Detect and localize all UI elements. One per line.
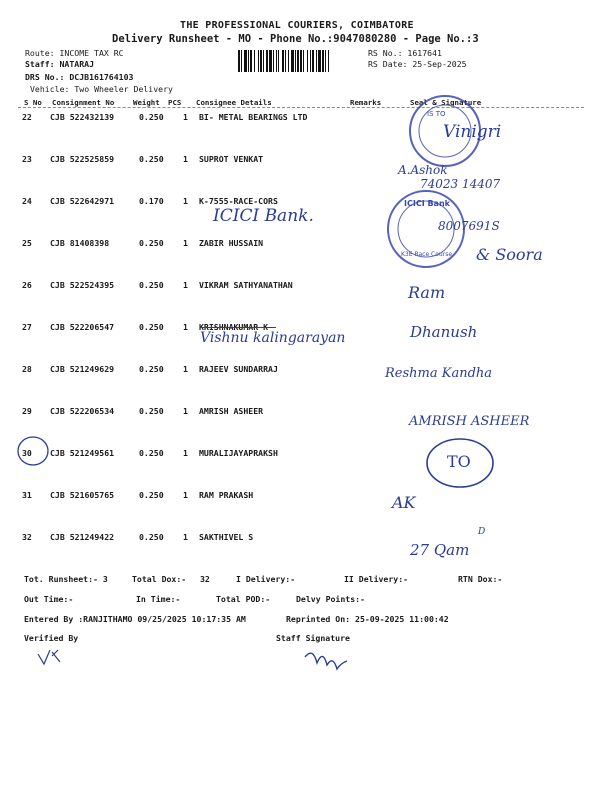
row-consignment: CJB 522432139 xyxy=(50,112,115,122)
hand-sig-r32 xyxy=(410,541,469,559)
hand-small-r32: D xyxy=(478,527,486,537)
row-sno: 22 xyxy=(22,112,32,122)
row-weight: 0.250 xyxy=(139,280,164,290)
row-consignee: KRISHNAKUMAR K xyxy=(199,322,269,332)
row-pcs: 1 xyxy=(183,196,188,206)
row-sno: 30 xyxy=(22,448,32,458)
col-weight: Weight xyxy=(133,98,160,107)
route-label: Route: INCOME TAX RC xyxy=(25,48,124,58)
company-title: THE PROFESSIONAL COURIERS, COIMBATORE xyxy=(180,20,414,31)
row-consignee: ZABIR HUSSAIN xyxy=(199,238,264,248)
total-dox-label: Total Dox:- xyxy=(132,574,187,584)
row-weight: 0.250 xyxy=(139,322,164,332)
hand-sig-r27: Dhanush xyxy=(410,323,478,341)
row-consignee: MURALIJAYAPRAKSH xyxy=(199,448,278,458)
hand-sig-r31 xyxy=(392,493,416,512)
stamp2-branch: K3E Race Course xyxy=(401,251,453,258)
hand-sig-r22: Vinigri xyxy=(443,122,502,142)
delvy-points: Delvy Points:- xyxy=(296,594,366,604)
hand-sig-r23: A.Ashok xyxy=(398,163,448,177)
row-weight: 0.250 xyxy=(139,112,164,122)
col-consignment: Consignment No xyxy=(52,98,115,107)
row-consignment: CJB 522642971 xyxy=(50,196,115,206)
row-consignment: CJB 521605765 xyxy=(50,490,115,500)
rs-date: RS Date: 25-Sep-2025 xyxy=(368,59,467,69)
row-pcs: 1 xyxy=(183,364,188,374)
runsheet-subtitle: Delivery Runsheet - MO - Phone No.:9047080280 - Page No.:3 xyxy=(112,33,479,45)
hand-sig-r28: Reshma Kandha xyxy=(385,366,493,381)
drs-number: DRS No.: DCJB161764103 xyxy=(25,72,134,82)
row-weight: 0.250 xyxy=(139,532,164,542)
row-sno: 32 xyxy=(22,532,32,542)
row-consignee: K-7555-RACE-CORS xyxy=(199,196,278,206)
staff-signature-label: Staff Signature xyxy=(276,633,350,643)
row-weight: 0.170 xyxy=(139,196,164,206)
row-sno: 23 xyxy=(22,154,32,164)
row-consignment: CJB 522206534 xyxy=(50,406,115,416)
rs-number: RS No.: 1617641 xyxy=(368,48,442,58)
row-consignment: CJB 522524395 xyxy=(50,280,115,290)
col-sno: S No xyxy=(24,98,42,107)
col-consignee: Consignee Details xyxy=(196,98,272,107)
vehicle-label: Vehicle: Two Wheeler Delivery xyxy=(30,84,173,94)
row-sno: 28 xyxy=(22,364,32,374)
entered-by: Entered By :RANJITHAMO 09/25/2025 10:17:35 AM xyxy=(24,614,246,624)
rtn-dox: RTN Dox:- xyxy=(458,574,503,584)
row-consignee: AMRISH ASHEER xyxy=(199,406,264,416)
hand-sig-r31-text: AK xyxy=(392,493,416,512)
row-consignment: CJB 521249629 xyxy=(50,364,115,374)
sno-circle-mark xyxy=(18,437,48,465)
row-consignee: BI- METAL BEARINGS LTD xyxy=(199,112,308,122)
row-pcs: 1 xyxy=(183,406,188,416)
row-pcs: 1 xyxy=(183,448,188,458)
row-consignee: SUPROT VENKAT xyxy=(199,154,264,164)
row-consignee: VIKRAM SATHYANATHAN xyxy=(199,280,293,290)
row-consignment: CJB 81408398 xyxy=(50,238,110,248)
hand-to-r30: TO xyxy=(447,452,471,471)
row-weight: 0.250 xyxy=(139,448,164,458)
row-weight: 0.250 xyxy=(139,238,164,248)
hand-sig-r32-text: 27 Qam xyxy=(410,541,470,559)
row-consignment: CJB 522206547 xyxy=(50,322,115,332)
row-pcs: 1 xyxy=(183,238,188,248)
hand-sig-r26: Ram xyxy=(408,283,446,302)
ii-delivery: II Delivery:- xyxy=(344,574,409,584)
staff-label: Staff: NATARAJ xyxy=(25,59,95,69)
tot-runsheet: Tot. Runsheet:- 3 xyxy=(24,574,108,584)
hand-sig-r29: AMRISH ASHEER xyxy=(409,414,530,429)
row-pcs: 1 xyxy=(183,490,188,500)
stamp1-text: IS TO xyxy=(427,110,446,118)
in-time: In Time:- xyxy=(136,594,181,604)
reprinted-on: Reprinted On: 25-09-2025 11:00:42 xyxy=(286,614,449,624)
row-pcs: 1 xyxy=(183,532,188,542)
row-sno: 24 xyxy=(22,196,32,206)
row-pcs: 1 xyxy=(183,322,188,332)
row-sno: 26 xyxy=(22,280,32,290)
row-sno: 25 xyxy=(22,238,32,248)
total-pod: Total POD:- xyxy=(216,594,271,604)
hand-note-r24: ICICI Bank. xyxy=(213,206,314,226)
i-delivery: I Delivery:- xyxy=(236,574,296,584)
row-consignee: SAKTHIVEL S xyxy=(199,532,254,542)
row-pcs: 1 xyxy=(183,112,188,122)
row-weight: 0.250 xyxy=(139,406,164,416)
row-consignee: RAJEEV SUNDARRAJ xyxy=(199,364,278,374)
row-weight: 0.250 xyxy=(139,364,164,374)
row-pcs: 1 xyxy=(183,280,188,290)
hand-phone-r23: 74023 14407 xyxy=(420,177,501,191)
total-dox-value: 32 xyxy=(200,574,210,584)
stamp2-bank: ICICI Bank xyxy=(404,199,450,208)
row-weight: 0.250 xyxy=(139,154,164,164)
hand-note-r27: Vishnu kalingarayan xyxy=(200,330,346,346)
row-sno: 29 xyxy=(22,406,32,416)
row-consignment: CJB 521249422 xyxy=(50,532,115,542)
col-remarks: Remarks xyxy=(350,98,382,107)
col-pcs: PCS xyxy=(168,98,182,107)
out-time: Out Time:- xyxy=(24,594,74,604)
hand-sig-r25: & Soora xyxy=(476,245,543,264)
row-consignee: RAM PRAKASH xyxy=(199,490,254,500)
row-consignment: CJB 522525859 xyxy=(50,154,115,164)
row-pcs: 1 xyxy=(183,154,188,164)
col-seal: Seal & Signature xyxy=(410,98,482,107)
row-weight: 0.250 xyxy=(139,490,164,500)
row-sno: 31 xyxy=(22,490,32,500)
row-consignment: CJB 521249561 xyxy=(50,448,115,458)
verified-by: Verified By xyxy=(24,633,79,643)
row-sno: 27 xyxy=(22,322,32,332)
hand-phone-r24: 8007691S xyxy=(438,219,500,233)
